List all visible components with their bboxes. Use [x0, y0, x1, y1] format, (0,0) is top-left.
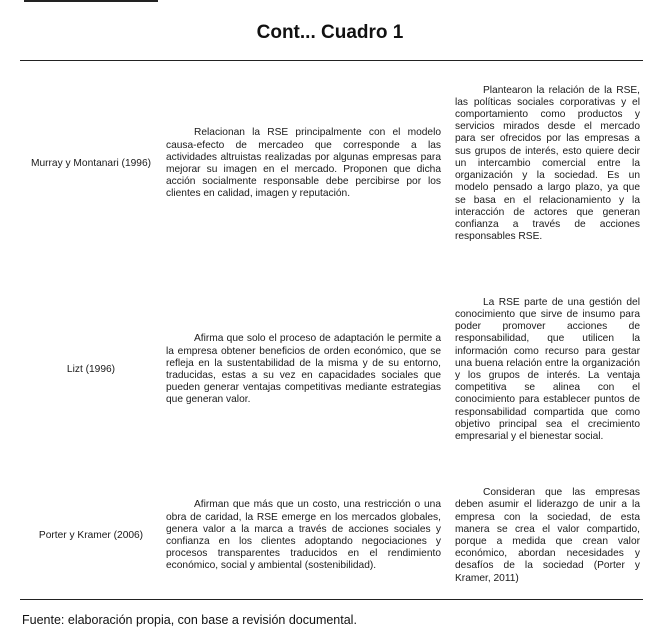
top-rule [24, 0, 158, 2]
author-cell: Porter y Kramer (2006) [20, 473, 162, 600]
source-note: Fuente: elaboración propia, con base a revisión documental. [22, 613, 357, 627]
author-cell: Murray y Montanari (1996) [20, 61, 162, 268]
table-row [20, 61, 643, 268]
table-title: Cont... Cuadro 1 [256, 22, 404, 43]
relation-cell: La RSE parte de una gestión del conocimiento que sirve de insumo para poder promover acciones de responsabilidad, que utilicen la información como recurso para gestar una buena relación entre la organización y los grupos de interés. La ventaja competitiva se alinea con el conocimiento para establecer puntos de responsabilidad compartida que como objetivo principal sea el crecimiento empresarial y el bienestar social. [455, 296, 640, 443]
table-row [20, 267, 643, 473]
description-cell: Afirma que solo el proceso de adaptación le permite a la empresa obtener beneficios de orden económico, que se refleja en la sustentabilidad de la misma y de su entorno, traducidas, estas a su vez en capacidades sociales que pueden generar ventajas competitivas mediante estrategias que generan valor. [166, 333, 441, 406]
description-cell: Afirman que más que un costo, una restricción o una obra de caridad, la RSE emerge en los mercados globales, genera valor a la marca a través de acciones sociales y confianza en los clientes adoptando negociaciones y procesos transparentes traducidos en el rendimiento económico, social y ambiental (sostenibilidad). [162, 473, 455, 600]
author-cell: Lizt (1996) [66, 363, 116, 375]
comparison-table [20, 60, 643, 600]
relation-cell: Plantearon la relación de la RSE, las políticas sociales corporativas y el comportamiento como productos y servicios mirados desde el mercado para ser ofrecidos por las empresas a sus grupos de interés, esto quiere decir un intercambio comercial entre la organización y la sociedad. Es un modelo pensado a largo plazo, ya que se basa en el relacionamiento y la interacción de actores que generan confianza a través de acciones responsables RSE. [455, 61, 643, 268]
table-row [20, 473, 643, 600]
description-cell: Relacionan la RSE principalmente con el modelo causa-efecto de mercadeo que corresponde a las actividades altruistas realizadas por algunas empresas para mejorar su imagen en el mercado. Proponen que dicha acción socialmente responsable debe percibirse por los clientes en calidad, imagen y reputación. [162, 61, 455, 268]
relation-cell: Consideran que las empresas deben asumir el liderazgo de unir a la empresa con la sociedad, de esta manera se crea el valor compartido, porque a medida que crean valor económico, abordan necesidades y desafíos de la sociedad (Porter y Kramer, 2011) [455, 473, 643, 600]
